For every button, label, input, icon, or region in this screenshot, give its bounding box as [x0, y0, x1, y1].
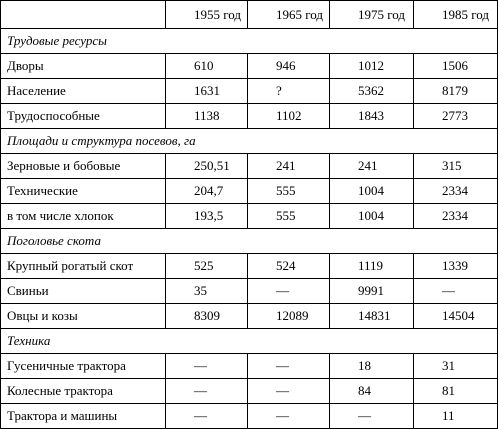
- value-cell: ?: [248, 79, 330, 104]
- value-cell: 1004: [330, 204, 414, 229]
- value-cell: 946: [248, 54, 330, 79]
- value-cell: 9991: [330, 279, 414, 304]
- row-label: Трактора и машины: [1, 404, 166, 429]
- value-cell: 555: [248, 204, 330, 229]
- row-label: Гусеничные трактора: [1, 354, 166, 379]
- value-cell: 555: [248, 179, 330, 204]
- header-year-cell: 1975 год: [330, 1, 414, 29]
- row-label: в том числе хлопок: [1, 204, 166, 229]
- table-row: [1, 204, 498, 229]
- table-row: [1, 154, 498, 179]
- value-cell: 8179: [414, 79, 498, 104]
- value-cell: —: [330, 404, 414, 429]
- row-label: Зерновые и бобовые: [1, 154, 166, 179]
- value-cell: —: [248, 379, 330, 404]
- value-cell: 1843: [330, 104, 414, 129]
- value-cell: 2334: [414, 179, 498, 204]
- table-body: [1, 1, 498, 429]
- value-cell: 35: [166, 279, 248, 304]
- header-corner-cell: [1, 1, 166, 29]
- table-row: [1, 404, 498, 429]
- value-cell: 204,7: [166, 179, 248, 204]
- header-year-cell: 1955 год: [166, 1, 248, 29]
- value-cell: 8309: [166, 304, 248, 329]
- row-label: Овцы и козы: [1, 304, 166, 329]
- value-cell: 18: [330, 354, 414, 379]
- value-cell: —: [248, 279, 330, 304]
- value-cell: 31: [414, 354, 498, 379]
- section-title: Поголовье скота: [1, 229, 498, 254]
- row-label: Население: [1, 79, 166, 104]
- table-row: [1, 54, 498, 79]
- value-cell: 1339: [414, 254, 498, 279]
- value-cell: —: [166, 354, 248, 379]
- value-cell: 250,51: [166, 154, 248, 179]
- row-label: Технические: [1, 179, 166, 204]
- value-cell: —: [248, 354, 330, 379]
- value-cell: 241: [248, 154, 330, 179]
- value-cell: —: [248, 404, 330, 429]
- value-cell: 315: [414, 154, 498, 179]
- row-label: Крупный рогатый скот: [1, 254, 166, 279]
- value-cell: 81: [414, 379, 498, 404]
- header-row: [1, 1, 498, 29]
- value-cell: 1012: [330, 54, 414, 79]
- row-label: Дворы: [1, 54, 166, 79]
- value-cell: 610: [166, 54, 248, 79]
- header-year-cell: 1985 год: [414, 1, 498, 29]
- section-row: [1, 129, 498, 154]
- value-cell: 524: [248, 254, 330, 279]
- value-cell: 241: [330, 154, 414, 179]
- value-cell: 2773: [414, 104, 498, 129]
- value-cell: 525: [166, 254, 248, 279]
- section-row: [1, 329, 498, 354]
- section-row: [1, 229, 498, 254]
- value-cell: 1506: [414, 54, 498, 79]
- value-cell: —: [166, 404, 248, 429]
- table-row: [1, 354, 498, 379]
- value-cell: 1138: [166, 104, 248, 129]
- table-row: [1, 79, 498, 104]
- value-cell: 12089: [248, 304, 330, 329]
- value-cell: 2334: [414, 204, 498, 229]
- value-cell: 1631: [166, 79, 248, 104]
- table-row: [1, 304, 498, 329]
- value-cell: 1119: [330, 254, 414, 279]
- table-row: [1, 254, 498, 279]
- value-cell: —: [166, 379, 248, 404]
- section-title: Трудовые ресурсы: [1, 29, 498, 54]
- table-row: [1, 379, 498, 404]
- value-cell: 11: [414, 404, 498, 429]
- section-row: [1, 29, 498, 54]
- value-cell: 14831: [330, 304, 414, 329]
- row-label: Колесные трактора: [1, 379, 166, 404]
- value-cell: 84: [330, 379, 414, 404]
- value-cell: —: [414, 279, 498, 304]
- section-title: Техника: [1, 329, 498, 354]
- section-title: Площади и структура посевов, га: [1, 129, 498, 154]
- header-year-cell: 1965 год: [248, 1, 330, 29]
- row-label: Свиньи: [1, 279, 166, 304]
- value-cell: 14504: [414, 304, 498, 329]
- row-label: Трудоспособные: [1, 104, 166, 129]
- table-row: [1, 279, 498, 304]
- value-cell: 1004: [330, 179, 414, 204]
- value-cell: 193,5: [166, 204, 248, 229]
- value-cell: 5362: [330, 79, 414, 104]
- value-cell: 1102: [248, 104, 330, 129]
- table-row: [1, 179, 498, 204]
- table-row: [1, 104, 498, 129]
